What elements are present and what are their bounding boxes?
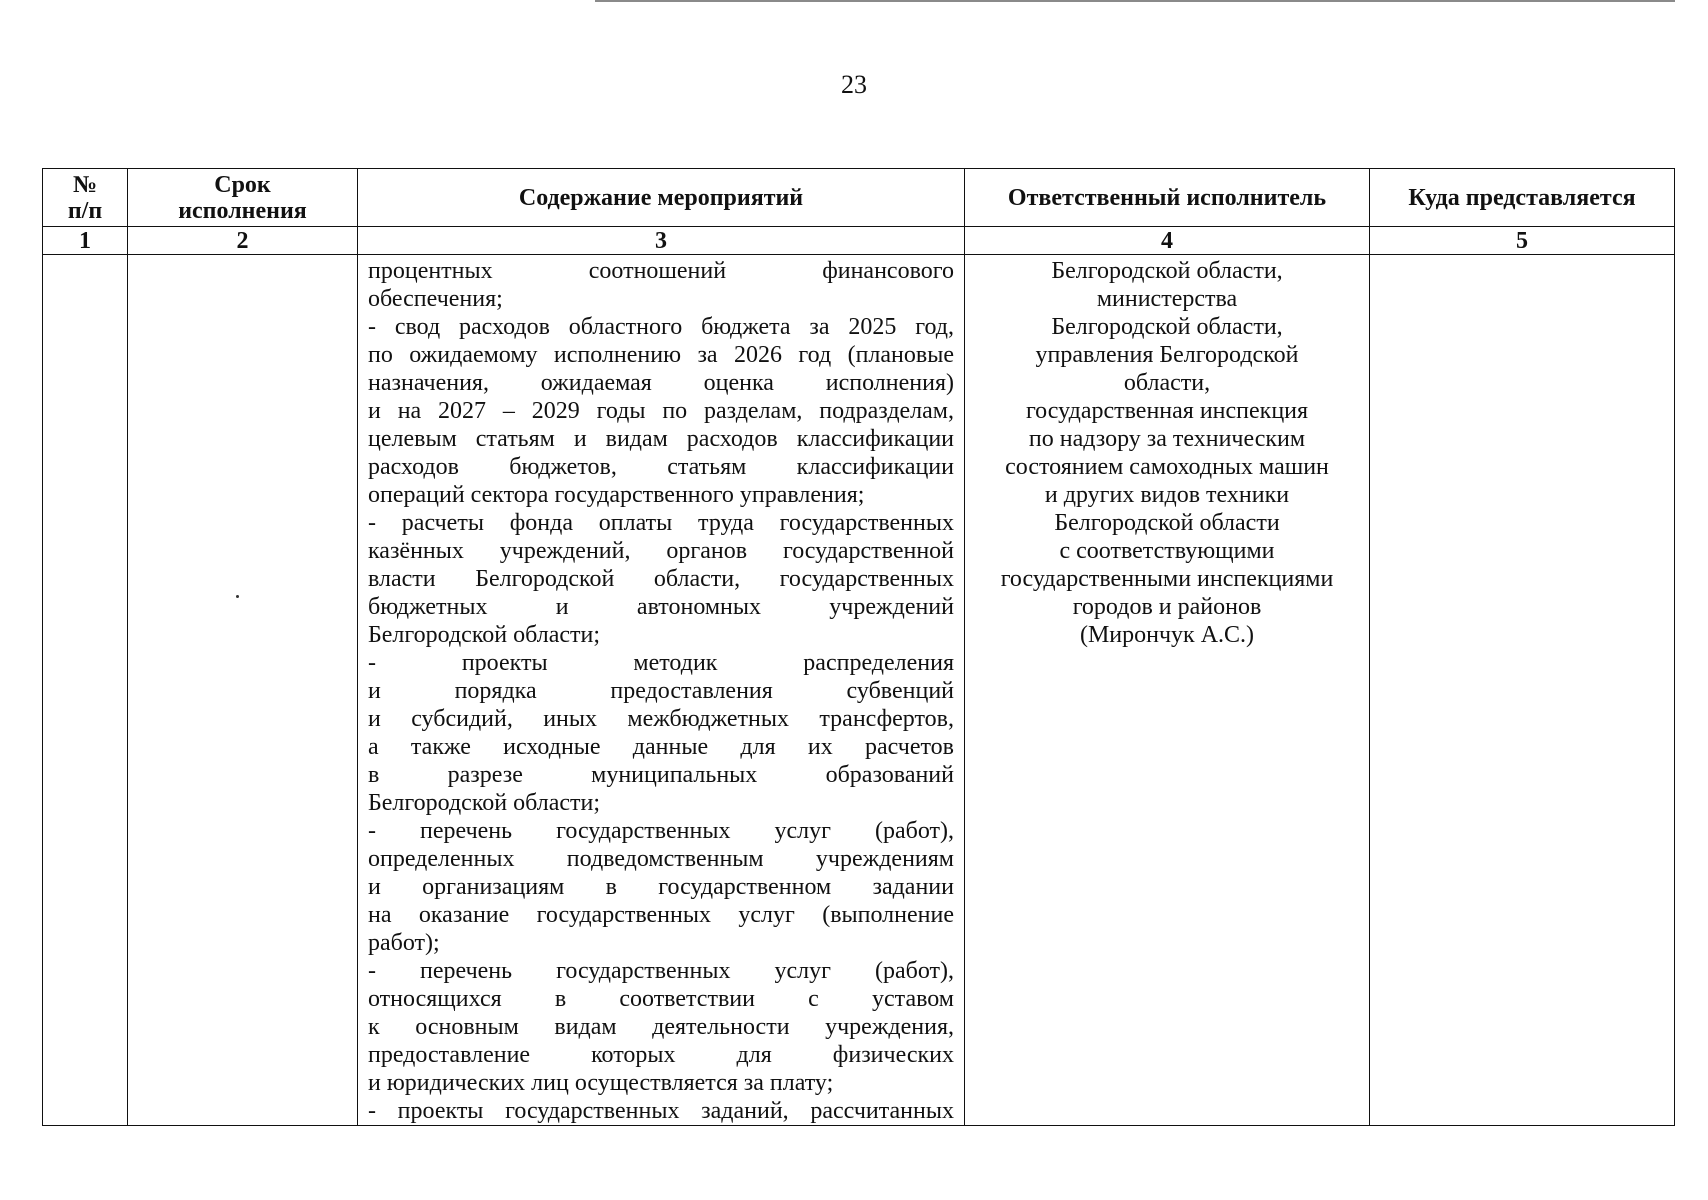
column-number-row <box>43 227 1675 255</box>
content-line: и порядка предоставления субвенций <box>368 678 954 704</box>
cell-deadline <box>128 255 358 1126</box>
content-line: Белгородской области; <box>368 790 601 816</box>
executor-line: государственными инспекциями <box>1000 566 1334 592</box>
content-line: - перечень государственных услуг (работ), <box>368 818 954 844</box>
page-number: 23 <box>841 70 867 99</box>
table-row <box>43 255 1675 1126</box>
content-line: обеспечения; <box>368 286 503 312</box>
content-line: и юридических лиц осуществляется за плату; <box>368 1070 834 1096</box>
content-line: целевым статьям и видам расходов классификации <box>368 426 954 452</box>
executor-line: Белгородской области, <box>1051 314 1283 340</box>
executor-line: городов и районов <box>1072 594 1262 620</box>
content-line: - проекты государственных заданий, рассчитанных <box>368 1098 954 1124</box>
executor-line: и других видов техники <box>1044 482 1290 508</box>
content-line: назначения, ожидаемая оценка исполнения) <box>368 370 954 396</box>
executor-line: по надзору за техническим <box>1028 426 1306 452</box>
executor-line: с соответствующими <box>1059 538 1275 564</box>
header-executor: Ответственный исполнитель <box>965 169 1370 227</box>
content-line: Белгородской области; <box>368 622 601 648</box>
cell-content <box>358 255 965 1126</box>
content-line: операций сектора государственного управления; <box>368 482 865 508</box>
executor-line: Белгородской области, <box>1051 258 1283 284</box>
column-number-2: 2 <box>128 227 358 255</box>
executor-line: области, <box>1123 370 1211 396</box>
content-line: и субсидий, иных межбюджетных трансфертов, <box>368 706 954 732</box>
executor-line: управления Белгородской <box>1035 342 1299 368</box>
content-line: предоставление которых для физических <box>368 1042 954 1068</box>
content-line: а также исходные данные для их расчетов <box>368 734 954 760</box>
header-destination: Куда представляется <box>1370 169 1675 227</box>
cell-number <box>43 255 128 1126</box>
content-line: в разрезе муниципальных образований <box>368 762 954 788</box>
content-line: бюджетных и автономных учреждений <box>368 594 954 620</box>
content-line: определенных подведомственным учреждениям <box>368 846 954 872</box>
content-line: - свод расходов областного бюджета за 2025 год, <box>368 314 954 340</box>
content-line: - расчеты фонда оплаты труда государственных <box>368 510 954 536</box>
content-line: - перечень государственных услуг (работ), <box>368 958 954 984</box>
content-line: по ожидаемому исполнению за 2026 год (плановые <box>368 342 954 368</box>
header-number: № п/п <box>43 169 128 227</box>
cell-executor <box>965 255 1370 1126</box>
column-number-5: 5 <box>1370 227 1675 255</box>
cell-destination <box>1370 255 1675 1126</box>
executor-line: государственная инспекция <box>1025 398 1309 424</box>
content-line: и организациям в государственном задании <box>368 874 954 900</box>
header-content: Содержание мероприятий <box>358 169 965 227</box>
executor-line: министерства <box>1096 286 1238 312</box>
content-line: работ); <box>368 930 440 956</box>
column-number-3: 3 <box>358 227 965 255</box>
header-deadline: Срок исполнения <box>128 169 358 227</box>
content-line: казённых учреждений, органов государственной <box>368 538 954 564</box>
content-line: и на 2027 – 2029 годы по разделам, подразделам, <box>368 398 954 424</box>
column-number-1: 1 <box>43 227 128 255</box>
executor-line: (Мирончук А.С.) <box>1079 622 1255 648</box>
header-row <box>43 169 1675 227</box>
executor-line: состоянием самоходных машин <box>1005 454 1329 480</box>
content-line: - проекты методик распределения <box>368 650 954 676</box>
top-rule <box>595 0 1675 2</box>
content-line: расходов бюджетов, статьям классификации <box>368 454 954 480</box>
plan-table <box>42 168 1675 1126</box>
content-line: процентных соотношений финансового <box>368 258 954 284</box>
scan-dot <box>236 595 239 598</box>
column-number-4: 4 <box>965 227 1370 255</box>
content-line: власти Белгородской области, государственных <box>368 566 954 592</box>
executor-line: Белгородской области <box>1054 510 1280 536</box>
content-line: на оказание государственных услуг (выполнение <box>368 902 954 928</box>
content-line: к основным видам деятельности учреждения, <box>368 1014 954 1040</box>
content-line: относящихся в соответствии с уставом <box>368 986 954 1012</box>
